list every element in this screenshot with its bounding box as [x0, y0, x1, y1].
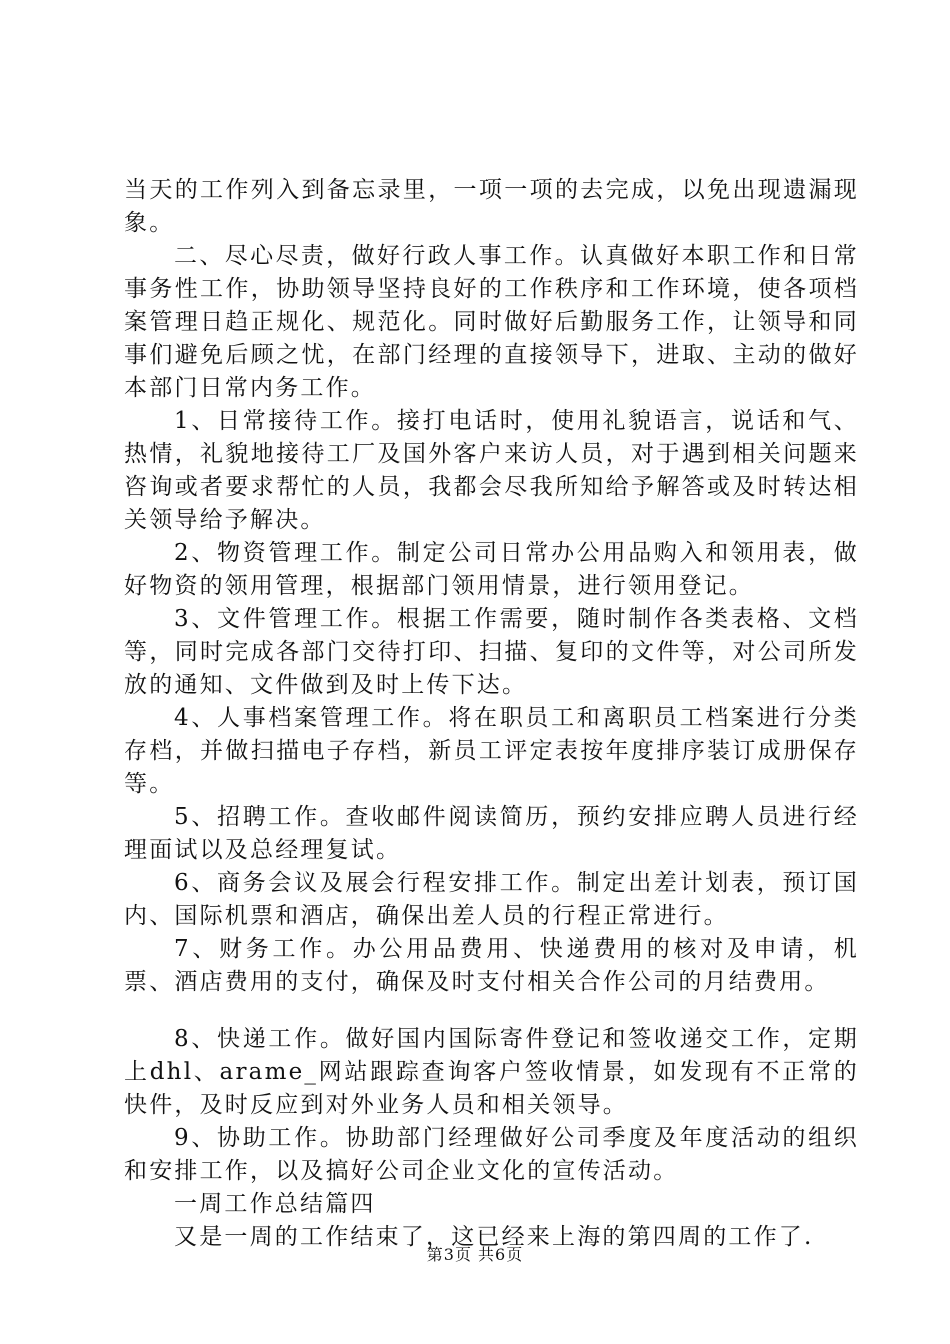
- paragraph-section-two: 二、尽心尽责，做好行政人事工作。认真做好本职工作和日常事务性工作，协助领导坚持良好的工作秩序和工作环境，使各项档案管理日趋正规化、规范化。同时做好后勤服务工作，让领导和同事们避免后顾之忧，在部门经理的直接领导下，进取、主动的做好本部门日常内务工作。: [124, 243, 859, 401]
- document-body: [124, 174, 859, 1254]
- paragraph-item-3: 3、文件管理工作。根据工作需要，随时制作各类表格、文档等，同时完成各部门交待打印、扫描、复印的文件等，对公司所发放的通知、文件做到及时上传下达。: [124, 606, 859, 698]
- paragraph-item-1: 1、日常接待工作。接打电话时，使用礼貌语言，说话和气、热情，礼貌地接待工厂及国外客户来访人员，对于遇到相关问题来咨询或者要求帮忙的人员，我都会尽我所知给予解答或及时转达相关领导给予解决。: [124, 408, 859, 533]
- page-footer: 第3页 共6页: [426, 1245, 524, 1264]
- paragraph-item-4: 4、人事档案管理工作。将在职员工和离职员工档案进行分类存档，并做扫描电子存档，新员工评定表按年度排序装订成册保存等。: [124, 705, 859, 797]
- paragraph-continuation: 当天的工作列入到备忘录里，一项一项的去完成，以免出现遗漏现象。: [124, 177, 859, 236]
- paragraph-item-2: 2、物资管理工作。制定公司日常办公用品购入和领用表，做好物资的领用管理，根据部门领用情景，进行领用登记。: [124, 540, 859, 599]
- paragraph-item-5: 5、招聘工作。查收邮件阅读简历，预约安排应聘人员进行经理面试以及总经理复试。: [124, 804, 859, 863]
- paragraph-item-7: 7、财务工作。办公用品费用、快递费用的核对及申请，机票、酒店费用的支付，确保及时支付相关合作公司的月结费用。: [124, 936, 859, 995]
- paragraph-item-6: 6、商务会议及展会行程安排工作。制定出差计划表，预订国内、国际机票和酒店，确保出差人员的行程正常进行。: [124, 870, 859, 929]
- paragraph-item-9: 9、协助工作。协助部门经理做好公司季度及年度活动的组织和安排工作，以及搞好公司企业文化的宣传活动。: [124, 1125, 859, 1184]
- paragraph-intro: 又是一周的工作结束了，这已经来上海的第四周的工作了.: [174, 1224, 814, 1250]
- paragraph-item-8: 8、快递工作。做好国内国际寄件登记和签收递交工作，定期上dhl、arame_网站跟踪查询客户签收情景，如发现有不正常的快件，及时反应到对外业务人员和相关领导。: [124, 1026, 859, 1118]
- section-heading: 一周工作总结篇四: [174, 1191, 376, 1217]
